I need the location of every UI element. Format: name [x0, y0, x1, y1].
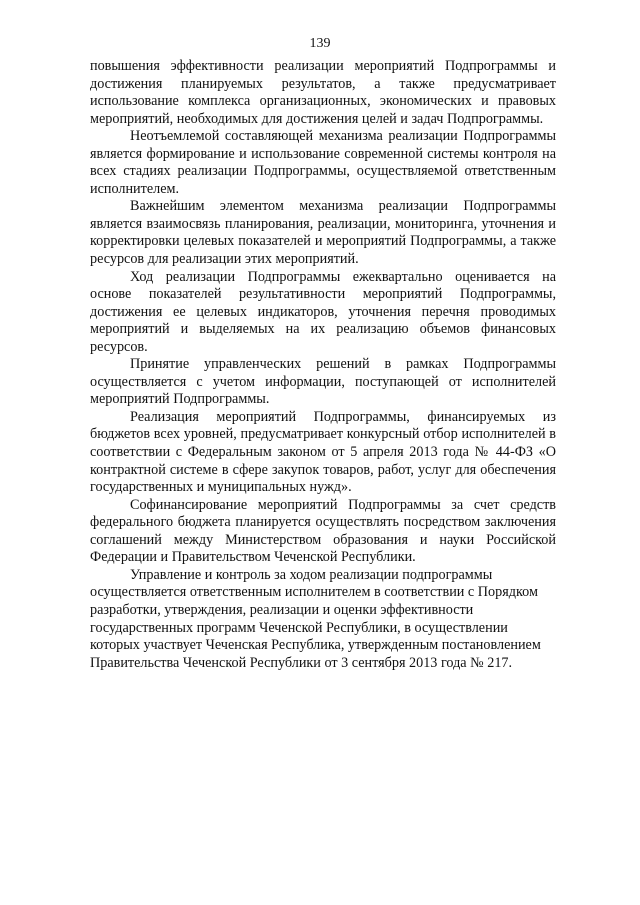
paragraph: повышения эффективности реализации мероприятий Подпрограммы и достижения планируемых результатов, а также предусматривает использование комплекса организационных, экономических и правовых мероприятий, необходимых для достижения целей и задач Подпрограммы.	[90, 58, 556, 127]
page-number: 139	[309, 36, 331, 51]
paragraph: Управление и контроль за ходом реализации подпрограммы осуществляется ответственным исполнителем в соответствии с Порядком разработки, утверждения, реализации и оценки эффективности государственных программ Чеченской Республики, в осуществлении которых участвует Чеченская Республика, утвержденным постановлением Правительства Чеченской Республики от 3 сентября 2013 года № 217.	[90, 566, 541, 671]
paragraph: Ход реализации Подпрограммы ежеквартально оценивается на основе показателей результативности мероприятий Подпрограммы, достижения ее целевых индикаторов, уточнения перечня проводимых мероприятий и выделяемых на их реализацию объемов финансовых ресурсов.	[90, 268, 556, 355]
paragraph: Реализация мероприятий Подпрограммы, финансируемых из бюджетов всех уровней, предусматривает конкурсный отбор исполнителей в соответствии с Федеральным законом от 5 апреля 2013 года № 44-ФЗ «О контрактной системе в сфере закупок товаров, работ, услуг для обеспечения государственных и муниципальных нужд».	[90, 408, 556, 496]
paragraph: Важнейшим элементом механизма реализации Подпрограммы является взаимосвязь планирования, реализации, мониторинга, уточнения и корректировки целевых показателей и мероприятий Подпрограммы, а также ресурсов для реализации этих мероприятий.	[90, 198, 556, 268]
paragraph: Принятие управленческих решений в рамках Подпрограммы осуществляется с учетом информации, поступающей от исполнителей мероприятий Подпрограммы.	[90, 356, 556, 408]
paragraph: Софинансирование мероприятий Подпрограммы за счет средств федерального бюджета планируется осуществлять посредством заключения соглашений между Министерством образования и науки Российской Федерации и Правительством Чеченской Республики.	[90, 496, 556, 566]
document-body	[90, 58, 556, 672]
paragraph: Неотъемлемой составляющей механизма реализации Подпрограммы является формирование и использование современной системы контроля на всех стадиях реализации Подпрограммы, осуществляемой ответственным исполнителем.	[90, 128, 556, 197]
